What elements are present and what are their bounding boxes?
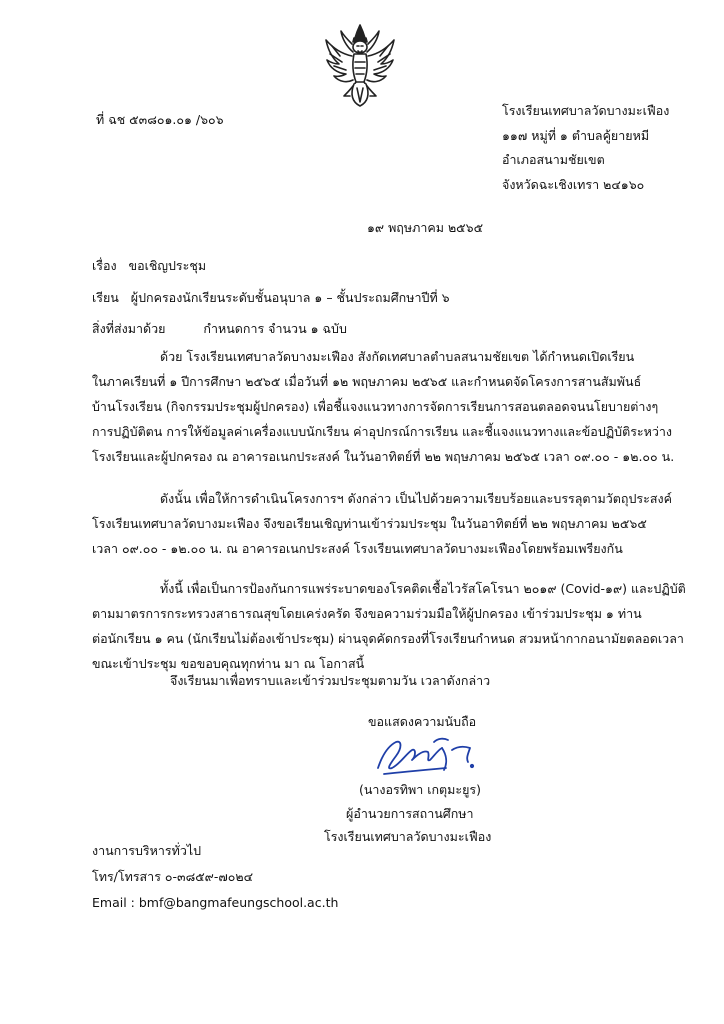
address-line: จังหวัดฉะเชิงเทรา ๒๔๑๖๐ (502, 176, 645, 192)
reference-number: ที่ ฉช ๕๓๘๐๑.๐๑ /๖๐๖ (96, 112, 224, 127)
salutation: ขอแสดงความนับถือ (368, 714, 477, 729)
paragraph-line: ตามมาตรการกระทรวงสาธารณสุขโดยเคร่งครัด จึงขอความร่วมมือให้ผู้ปกครอง เข้าร่วมประชุม ๑ ท่าน (92, 606, 642, 621)
subject-text: ขอเชิญประชุม (128, 258, 207, 273)
address-line: โรงเรียนเทศบาลวัดบางมะเฟือง (502, 103, 670, 118)
paragraph-line: บ้านโรงเรียน (กิจกรรมประชุมผู้ปกครอง) เพื่อชี้แจงแนวทางการจัดการเรียนการสอนตลอดจนนโยบายต่างๆ (92, 399, 659, 414)
sender-address (502, 99, 669, 197)
paragraph-line: ขณะเข้าประชุม ขอขอบคุณทุกท่าน มา ณ โอกาสนี้ (92, 656, 365, 671)
letter-date: ๑๙ พฤษภาคม ๒๕๖๕ (367, 220, 484, 235)
footer-contact (92, 838, 338, 916)
paragraph-line: เวลา ๐๙.๐๐ - ๑๒.๐๐ น. ณ อาคารอเนกประสงค์ โรงเรียนเทศบาลวัดบางมะเฟืองโดยพร้อมเพรียงกัน (92, 541, 623, 556)
garuda-emblem-icon (322, 22, 398, 108)
subject-label: เรื่อง (92, 258, 117, 273)
closing-line: จึงเรียนมาเพื่อทราบและเข้าร่วมประชุมตามวัน เวลาดังกล่าว (170, 673, 491, 688)
enclosure-label: สิ่งที่ส่งมาด้วย (92, 321, 166, 336)
recipient-text: ผู้ปกครองนักเรียนระดับชั้นอนุบาล ๑ – ชั้นประถมศึกษาปีที่ ๖ (130, 290, 450, 305)
paragraph-line: การปฏิบัติตน การให้ข้อมูลค่าเครื่องแบบนักเรียน ค่าอุปกรณ์การเรียน และชี้แจงแนวทางและข้อปฏิบัติระหว่าง (92, 424, 673, 439)
enclosure-line (92, 321, 347, 337)
address-line: ๑๑๗ หมู่ที่ ๑ ตำบลคู้ยายหมี (502, 127, 650, 143)
paragraph-line: โรงเรียนเทศบาลวัดบางมะเฟือง จึงขอเรียนเชิญท่านเข้าร่วมประชุม ในวันอาทิตย์ที่ ๒๒ พฤษภาคม ๒๕๖๕ (92, 516, 647, 531)
recipient-label: เรียน (92, 290, 119, 305)
subject-line (92, 258, 206, 274)
paragraph-line: ทั้งนี้ เพื่อเป็นการป้องกันการแพร่ระบาดของโรคติดเชื้อไวรัสโคโรนา ๒๐๑๙ (Covid-๑๙) และปฏิบัติ (160, 581, 686, 596)
paragraph-line: ในภาคเรียนที่ ๑ ปีการศึกษา ๒๕๖๕ เมื่อวันที่ ๑๒ พฤษภาคม ๒๕๖๕ และกำหนดจัดโครงการสานสัมพันธ์ (92, 374, 642, 389)
signatory-organization: โรงเรียนเทศบาลวัดบางมะเฟือง (324, 829, 492, 844)
paragraph-line: ด้วย โรงเรียนเทศบาลวัดบางมะเฟือง สังกัดเทศบาลตำบลสนามชัยเขต ได้กำหนดเปิดเรียน (160, 349, 635, 364)
paragraph-line: ดังนั้น เพื่อให้การดำเนินโครงการฯ ดังกล่าว เป็นไปด้วยความเรียบร้อยและบรรลุตามวัตถุประสงค์ (160, 491, 672, 506)
body-paragraph-1 (92, 344, 675, 469)
paragraph-line: โรงเรียนและผู้ปกครอง ณ อาคารอเนกประสงค์ ในวันอาทิตย์ที่ ๒๒ พฤษภาคม ๒๕๖๕ เวลา ๐๙.๐๐ - ๑๒.๐๐ น. (92, 449, 675, 464)
signatory-position: ผู้อำนวยการสถานศึกษา (346, 806, 474, 821)
footer-email: Email : bmf@bangmafeungschool.ac.th (92, 895, 339, 910)
body-paragraph-3 (92, 576, 686, 676)
footer-phone: โทร/โทรสาร ๐-๓๘๕๙-๗๐๒๔ (92, 869, 254, 884)
paragraph-line: ต่อนักเรียน ๑ คน (นักเรียนไม่ต้องเข้าประชุม) ผ่านจุดคัดกรองที่โรงเรียนกำหนด สวมหน้ากากอนามัยตลอดเวลา (92, 631, 684, 646)
body-paragraph-2 (92, 486, 672, 561)
signatory-name: (นางอรทิพา เกตุมะยูร) (358, 782, 482, 797)
address-line: อำเภอสนามชัยเขต (502, 152, 605, 167)
handwritten-signature (372, 728, 480, 780)
footer-department: งานการบริหารทั่วไป (92, 843, 202, 858)
enclosure-text: กำหนดการ จำนวน ๑ ฉบับ (203, 321, 347, 336)
recipient-line (92, 290, 450, 306)
